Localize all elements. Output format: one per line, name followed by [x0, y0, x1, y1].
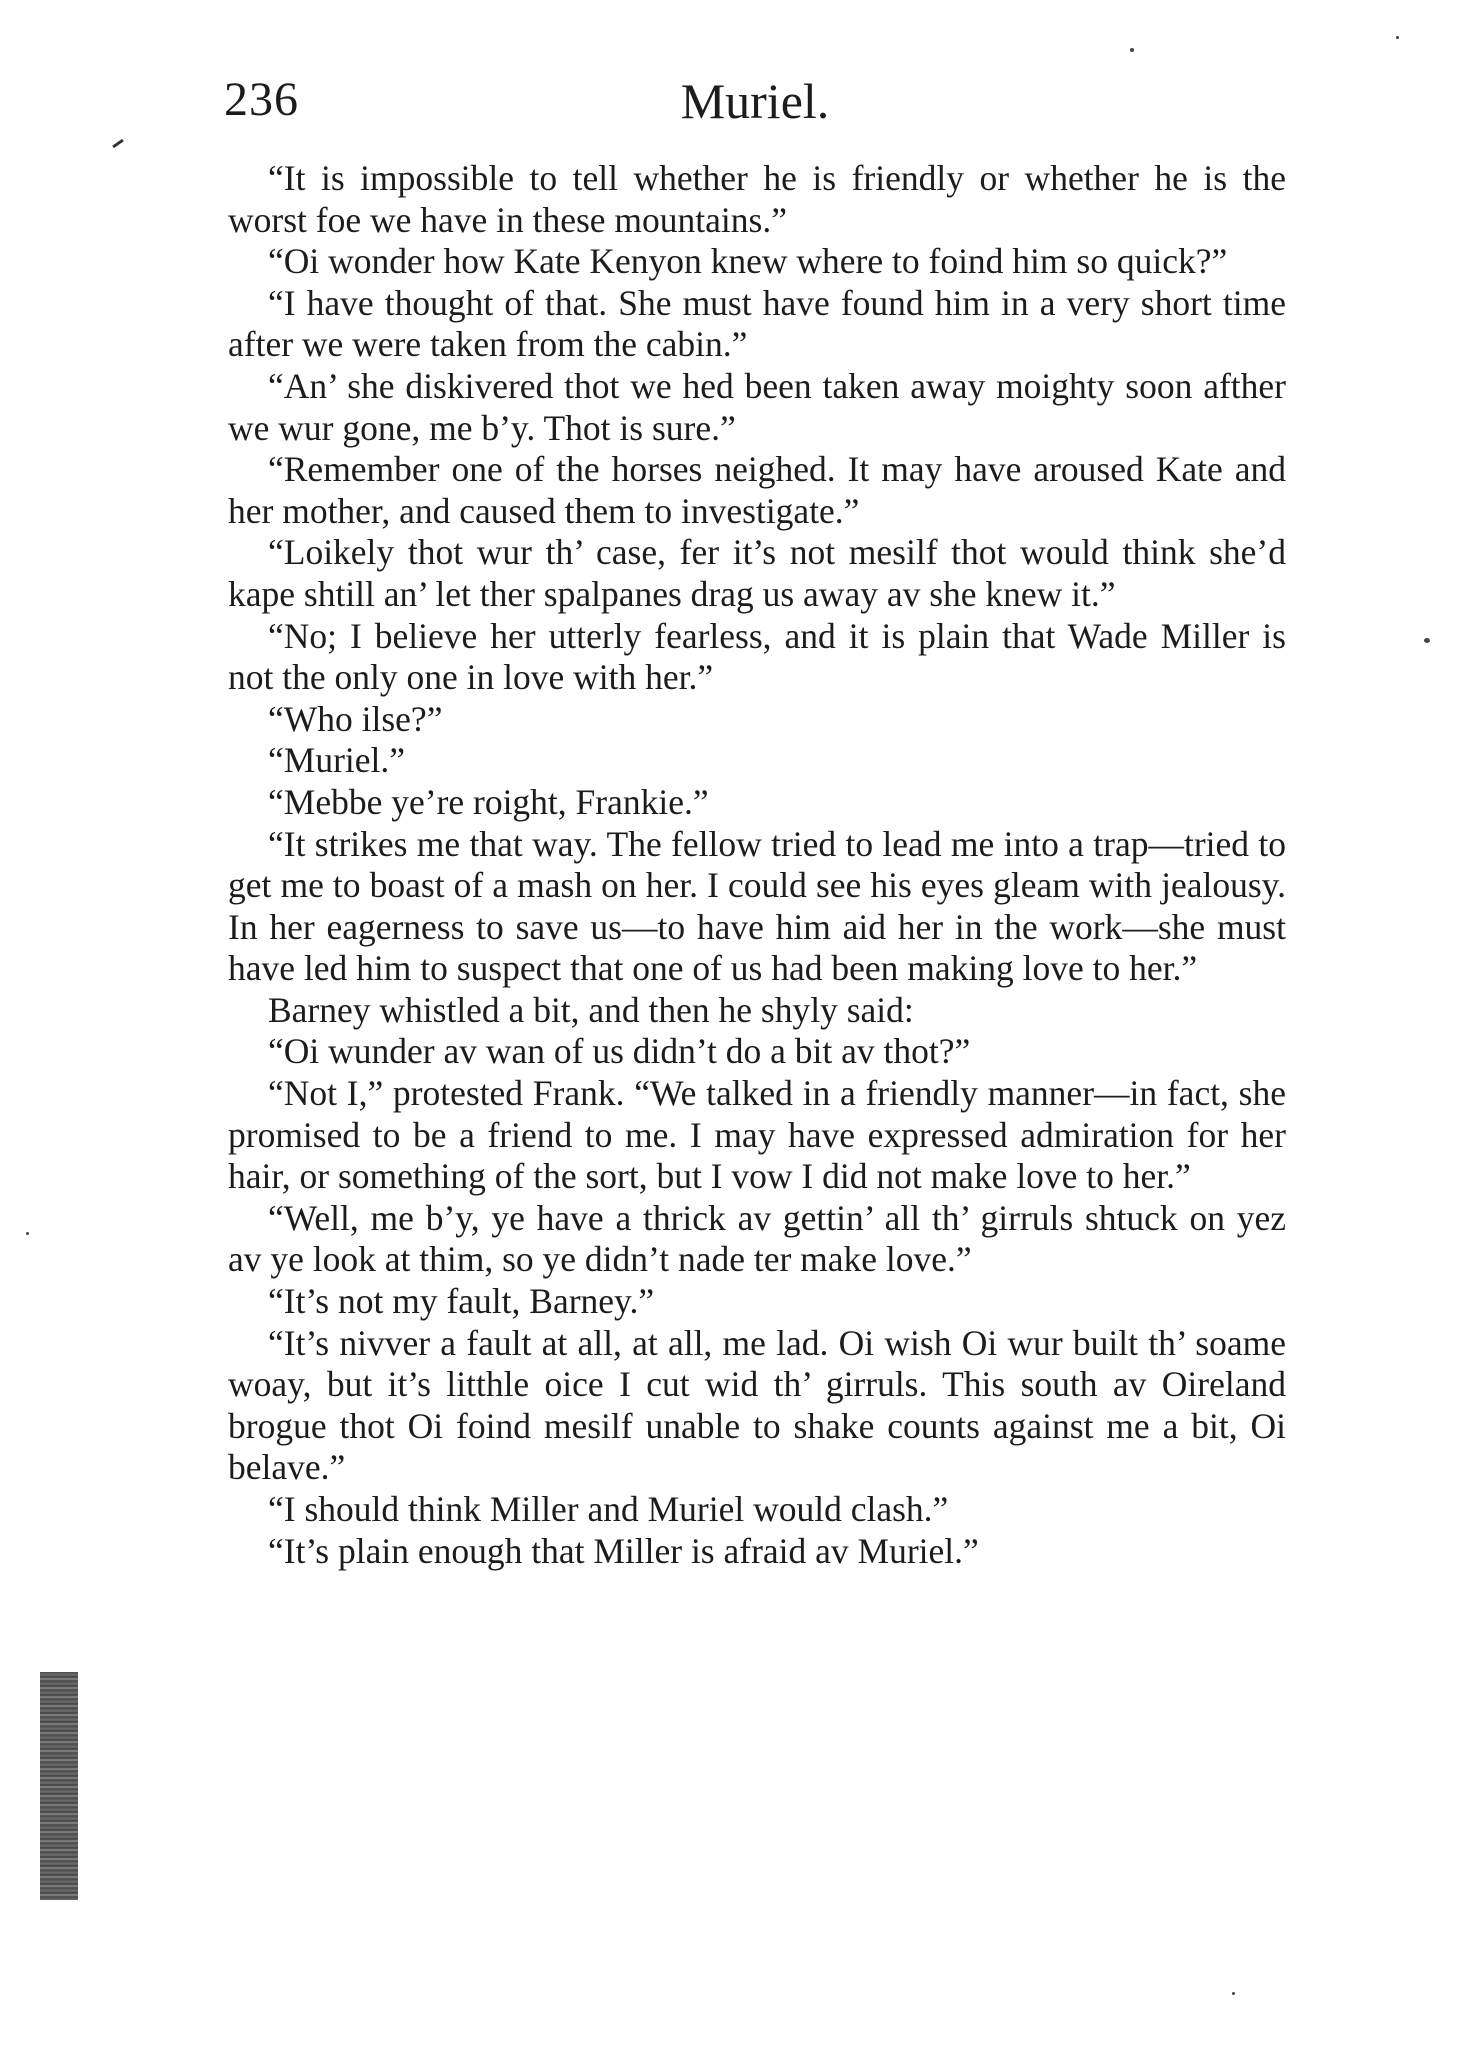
paragraph: “I should think Miller and Muriel would clash.”: [268, 1489, 949, 1529]
scan-speck: [1130, 48, 1134, 52]
paragraph: “Not I,” protested Frank. “We talked in a friendly manner—in fact, she promised to be a friend to me. I may have expressed admiration for her hair, or something of the sort, but I vow I did not make love to her.”: [228, 1073, 1286, 1197]
paragraph: “An’ she diskivered thot we hed been taken away moighty soon afther we wur gone, me b’y. Thot is sure.”: [228, 365, 1286, 448]
paragraph: “It’s not my fault, Barney.”: [268, 1281, 655, 1322]
paragraph: “Who ilse?”: [268, 698, 443, 739]
paragraph: “It strikes me that way. The fellow tried to lead me into a trap—tried to get me to boast of a mash on her. I could see his eyes gleam with jealousy. In her eagerness to save us—to have him aid her in the work—she must have led him to suspect that one of us had been making love to her.”: [228, 823, 1286, 989]
paragraph: “Mebbe ye’re roight, Frankie.”: [268, 781, 709, 822]
scan-speck: [1232, 1992, 1235, 1995]
paragraph: “Loikely thot wur th’ case, fer it’s not mesilf thot would think she’d kape shtill an’ let ther spalpanes drag us away av she knew it.”: [228, 532, 1286, 614]
scan-speck: [1424, 638, 1430, 643]
paragraph: “Muriel.”: [268, 740, 406, 781]
paragraph: “Oi wunder av wan of us didn’t do a bit av thot?”: [268, 1031, 971, 1072]
paragraph: “No; I believe her utterly fearless, and it is plain that Wade Miller is not the only one in love with her.”: [228, 615, 1286, 698]
paragraph: Barney whistled a bit, and then he shyly said:: [268, 989, 914, 1030]
paragraph: “It is impossible to tell whether he is friendly or whether he is the worst foe we have in these mountains.”: [228, 158, 1286, 240]
page-number: 236: [224, 73, 299, 126]
paragraph: “Remember one of the horses neighed. It may have aroused Kate and her mother, and caused them to investigate.”: [228, 449, 1286, 531]
paragraph: “Oi wonder how Kate Kenyon knew where to foind him so quick?”: [268, 241, 1228, 282]
paragraph: “I have thought of that. She must have found him in a very short time after we were taken from the cabin.”: [228, 282, 1286, 365]
body-text: [228, 158, 1286, 1572]
binding-shadow: [40, 1672, 78, 1900]
paragraph: “Well, me b’y, ye have a thrick av gettin’ all th’ girruls shtuck on yez av ye look at thim, so ye didn’t nade ter make love.”: [228, 1197, 1286, 1280]
paragraph: “It’s nivver a fault at all, at all, me lad. Oi wish Oi wur built th’ soame woay, but it’s litthle oice I cut wid th’ girruls. This south av Oireland brogue thot Oi foind mesilf unable to shake counts against me a bit, Oi belave.”: [228, 1322, 1286, 1488]
scan-speck: [26, 1232, 29, 1235]
paragraph: “It’s plain enough that Miller is afraid av Muriel.”: [268, 1530, 979, 1571]
page-header: [224, 72, 1286, 142]
scan-mark: [112, 139, 124, 148]
running-title: Muriel.: [680, 73, 830, 129]
scan-speck: [1396, 36, 1399, 39]
